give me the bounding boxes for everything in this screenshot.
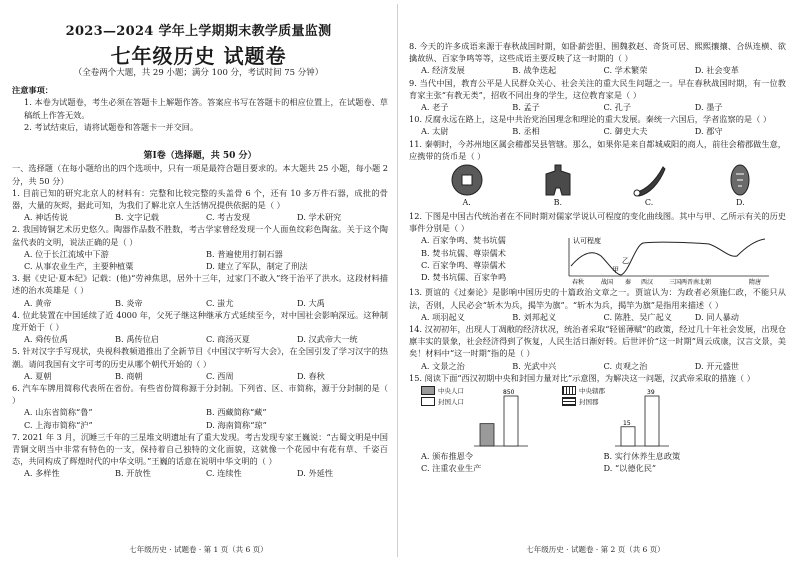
q14-option-b: B. 光武中兴	[512, 360, 557, 371]
curve-x-tick-2: 战国	[601, 279, 614, 287]
fief-commandery-label: 封国郡	[579, 398, 599, 407]
q15-option-a: A. 颁布推恩令	[421, 451, 474, 462]
q10-option-c: C. 御史大夫	[603, 126, 648, 137]
population-bars	[470, 386, 530, 450]
q3-option-d: D. 大禹	[297, 297, 325, 308]
page-1-footer: 七年级历史 · 试题卷 · 第 1 页（共 6 页）	[129, 545, 268, 554]
q3-option-b: B. 炎帝	[115, 297, 143, 308]
q3-option-a: A. 黄帝	[24, 297, 52, 308]
question-2: 2. 我国铸铜艺术历史悠久。陶器作品数不胜数，考古学家曾经发现一个人面鱼纹彩色陶盆。关于这个陶盆代表的文明，说法正确的是（ ）	[12, 224, 388, 247]
q13-option-a: A. 项羽起义	[421, 311, 465, 322]
question-7: 7. 2021 年 3 月，沉睡三千年的三星堆文明遗址有了重大发现。考古发现专家王巍说：“古蜀文明是中国青铜文明当中非常有特色的一支，保持着自己独特的文化面貌，这就像一个花园中有花有草、千姿百态，共同构成了辉煌时代的中华文明。”王巍的话意在说明中华文明的（ ）	[12, 431, 388, 467]
q6-option-b: B. 西藏简称“藏”	[206, 407, 267, 418]
question-11-coin-options	[409, 162, 786, 210]
section-1	[12, 150, 388, 480]
central-population-label: 中央人口	[438, 387, 464, 396]
q13-option-b: B. 刘邦起义	[512, 311, 557, 322]
q4-option-d: D. 汉武帝大一统	[297, 334, 358, 345]
question-13-options	[409, 311, 786, 323]
q14-option-c: C. 贞观之治	[603, 360, 648, 371]
q9-option-a: A. 老子	[421, 102, 449, 113]
q11-option-b-label: B.	[553, 198, 563, 208]
curve-x-tick-3: 秦	[625, 279, 632, 287]
q11-option-a	[421, 162, 512, 210]
question-13: 13. 贾谊的《过秦论》是影响中国历史的十篇政治文章之一。贾谊认为：为政者必须施仁政，不能只从法，否则，人民必会“斩木为兵，揭竿为旗”。“斩木为兵，揭竿为旗”是指用来描述（ ）	[409, 287, 786, 310]
q3-option-c: C. 蚩尤	[206, 297, 234, 308]
q11-option-c-label: C.	[644, 198, 654, 208]
q6-option-d: D. 海南简称“琼”	[206, 419, 267, 430]
commandery-legend	[562, 386, 605, 450]
curve-marker-yi: 乙	[622, 257, 629, 266]
q2-option-b: B. 普遍使用打制石器	[206, 248, 283, 259]
note-1: 1. 本卷为试题卷，考生必须在答题卡上解题作答。答案应书写在答题卡的相应位置上，在试题卷、草稿纸上作答无效。	[24, 97, 388, 120]
central-commandery-label: 中央辖郡	[579, 387, 605, 396]
q2-option-c: C. 从事农业生产，主要种植粟	[24, 260, 134, 271]
q6-option-c: C. 上海市简称“沪”	[24, 419, 93, 430]
q5-option-a: A. 夏朝	[24, 370, 52, 381]
q12-option-b: B. 焚书坑儒、尊崇儒术	[421, 247, 506, 258]
exam-subject-title: 七年级历史 试题卷	[110, 44, 287, 68]
q1-option-c: C. 考古发现	[206, 212, 250, 223]
curve-marker-jia: 甲	[612, 266, 619, 275]
question-4-options	[12, 333, 388, 345]
right-questions	[409, 40, 786, 474]
q9-option-b: B. 孟子	[512, 102, 540, 113]
q8-option-c: C. 学术繁荣	[603, 65, 648, 76]
q15-option-d: D. “以德化民”	[603, 463, 657, 474]
fief-commandery-value: 39	[647, 389, 655, 397]
curve-x-tick-4: 西汉	[641, 279, 654, 287]
commandery-bars	[611, 386, 671, 450]
curve-x-tick-1: 春秋	[572, 279, 585, 287]
q10-option-b: B. 丞相	[512, 126, 540, 137]
page-2-footer: 七年级历史 · 试题卷 · 第 2 页（共 6 页）	[526, 545, 665, 554]
central-population-bar	[480, 424, 494, 446]
q9-option-c: C. 孔子	[603, 102, 632, 113]
q5-option-b: B. 商朝	[115, 370, 143, 381]
note-2: 2. 考试结束后，请将试题卷和答题卡一并交回。	[24, 121, 199, 132]
q1-option-d: D. 学术研究	[297, 212, 342, 223]
question-6: 6. 汽车车牌用简称代表所在省份。有些省份简称源于分封制。下列省、区、市简称，源于分封制的是（ ）	[12, 382, 388, 406]
notes-block	[12, 84, 388, 133]
question-12-options	[409, 234, 559, 283]
ant-nose-coin-icon	[720, 162, 760, 198]
population-legend	[421, 386, 464, 450]
question-1: 1. 目前已知的研究北京人的材料有：完整和比较完整的头盖骨 6 个，还有 10 多万件石器，成批的骨器，大量的灰烬，据此可知，为我们了解北京人生活情况提供依据的是（ ）	[12, 187, 388, 210]
question-15-options	[409, 450, 786, 474]
fief-population-bar	[504, 396, 518, 446]
q4-option-b: B. 禹传位启	[115, 334, 159, 345]
q15-option-b: B. 实行休养生息政策	[603, 451, 681, 462]
q8-option-d: D. 社会变革	[694, 65, 739, 76]
exam-subtitle: （全卷两个大题，共 29 小题；满分 100 分，考试时间 75 分钟）	[73, 68, 324, 78]
question-14-options	[409, 360, 786, 372]
q4-option-a: A. 舜传位禹	[24, 334, 68, 345]
question-5: 5. 针对汉字手写现状，央视科教频道推出了全新节目《中国汉字听写大会》，在全国引发了学习汉字的热潮。请问我国有文字可考的历史从哪个朝代开始的（ ）	[12, 346, 388, 369]
q7-option-a: A. 多样性	[24, 468, 60, 479]
q2-option-a: A. 位于长江流域中下游	[24, 248, 109, 259]
q11-option-a-label: A.	[462, 198, 471, 208]
q8-option-a: A. 经济发展	[421, 65, 465, 76]
q7-option-c: C. 连续性	[206, 468, 242, 479]
curve-x-tick-6: 隋唐	[749, 279, 762, 287]
section-title: 第Ⅰ卷（选择题，共 50 分）	[143, 151, 257, 161]
question-9: 9. 当代中国，教育公平是人民群众关心、社会关注的重大民生问题之一。早在春秋战国时期，有一位教育家主张“有教无类”，招收不同出身的学生，这位教育家是（ ）	[409, 77, 786, 100]
q9-option-d: D. 墨子	[694, 102, 723, 113]
confucian-acceptance-curve-chart	[559, 234, 774, 286]
q2-option-d: D. 建立了军队，制定了刑法	[206, 260, 308, 271]
q13-option-d: D. 同人暴动	[694, 311, 739, 322]
question-11: 11. 秦朝时，今苏州地区属会稽郡吴县管辖。那么，如果你是来自都城咸阳的商人，前往会稽郡做生意，应携带的货币是（ ）	[409, 138, 786, 161]
round-coin-icon	[447, 162, 487, 198]
question-7-options	[12, 467, 388, 479]
central-commandery-bar	[621, 427, 635, 446]
q10-option-d: D. 郡守	[694, 126, 723, 137]
commandery-compare-chart	[562, 386, 671, 450]
central-commandery-value: 15	[623, 419, 631, 427]
question-2-options	[12, 248, 388, 272]
fief-commandery-bar	[645, 396, 659, 446]
question-12-figure	[409, 234, 786, 286]
q7-option-d: D. 外延性	[297, 468, 334, 479]
q15-option-c: C. 注重农业生产	[421, 463, 482, 474]
question-14: 14. 汉初初年，出现人丁凋敝的经济状况，统治者采取“轻徭薄赋”的政策，经过几十年社会发展，出现仓廪丰实的景象，社会经济得到了恢复，人民生活日渐好转。后世评价“这一时期”周云成康，汉言文景，美矣！材料中“这一时期”指的是（ ）	[409, 324, 786, 359]
question-1-options	[12, 211, 388, 223]
spade-coin-icon	[538, 162, 578, 198]
q5-option-c: C. 西周	[206, 370, 234, 381]
question-4: 4. 位此装置在中国延续了近 4000 年，父死子继这种继承方式延续至今，对中国社会影响深远。这种制度开始于（ ）	[12, 309, 388, 332]
fief-population-swatch	[421, 397, 435, 406]
q11-option-d	[695, 162, 786, 210]
question-12: 12. 下图是中国古代统治者在不同时期对儒家学说认可程度的变化曲线图。其中与甲、乙所示有关的历史事件分别是（ ）	[409, 211, 786, 234]
section-intro: 一、选择题（在每小题给出的四个选项中，只有一项是最符合题目要求的。本大题共 25 小题，每小题 2 分，共 50 分）	[12, 163, 388, 186]
q12-option-a: A. 百家争鸣、焚书坑儒	[421, 235, 506, 246]
q11-option-d-label: D.	[736, 198, 745, 208]
question-3-options	[12, 297, 388, 309]
q14-option-a: A. 文景之治	[421, 360, 465, 371]
q8-option-b: B. 战争迭起	[512, 65, 557, 76]
question-3: 3. 据《史记·夏本纪》记载：(他)“劳神焦思，居外十三年，过家门不敢入”终于治平了洪水。这段材料描述的治水英雄是（ ）	[12, 273, 388, 296]
knife-coin-icon	[629, 162, 669, 198]
question-10-options	[409, 125, 786, 137]
fief-population-value: 850	[503, 389, 515, 397]
question-5-options	[12, 370, 388, 382]
question-15: 15. 阅读下面“西汉初期中央和封国力量对比”示意图，为解决这一问题，汉武帝采取的措施（ ）	[409, 372, 755, 383]
q12-option-c: C. 百家争鸣、尊崇儒术	[421, 259, 506, 270]
central-commandery-swatch	[562, 386, 576, 395]
question-10: 10. 反腐永远在路上，这是中共治党治国理念和理论的重大发展。秦统一六国后，学者监察的是（ ）	[409, 114, 772, 125]
q11-option-b	[512, 162, 603, 210]
q7-option-b: B. 开放性	[115, 468, 151, 479]
fief-population-label: 封国人口	[438, 398, 464, 407]
right-page	[397, 0, 794, 561]
population-compare-chart	[421, 386, 530, 450]
question-9-options	[409, 101, 786, 113]
central-population-swatch	[421, 386, 435, 395]
notes-title: 注意事项：	[12, 85, 53, 95]
curve-y-label: 认可程度	[573, 237, 601, 246]
q5-option-d: D. 春秋	[297, 370, 325, 381]
q11-option-c	[604, 162, 695, 210]
q1-option-b: B. 文字记载	[115, 212, 159, 223]
q1-option-a: A. 神话传说	[24, 212, 68, 223]
q12-option-d: D. 焚书坑儒、百家争鸣	[421, 272, 507, 283]
q13-option-c: C. 陈胜、吴广起义	[603, 311, 672, 322]
exam-year-title: 2023—2024 学年上学期期末教学质量监测	[65, 24, 332, 39]
q4-option-c: C. 商汤灭夏	[206, 334, 250, 345]
question-8: 8. 今天的许多成语来源于春秋战国时期，如卧薪尝胆、围魏救赵、奇货可居、熙熙攘攘、合纵连横、欲擒故纵、百家争鸣等等，这些成语主要反映了这一时期的（ ）	[409, 41, 786, 64]
question-8-options	[409, 64, 786, 76]
question-6-options	[12, 406, 388, 430]
fief-commandery-swatch	[562, 397, 576, 406]
question-15-figure	[409, 386, 786, 450]
q14-option-d: D. 开元盛世	[694, 360, 739, 371]
curve-x-tick-5: 三国两晋南北朝	[669, 279, 712, 287]
q10-option-a: A. 太尉	[421, 126, 449, 137]
q6-option-a: A. 山东省简称“鲁”	[24, 407, 93, 418]
